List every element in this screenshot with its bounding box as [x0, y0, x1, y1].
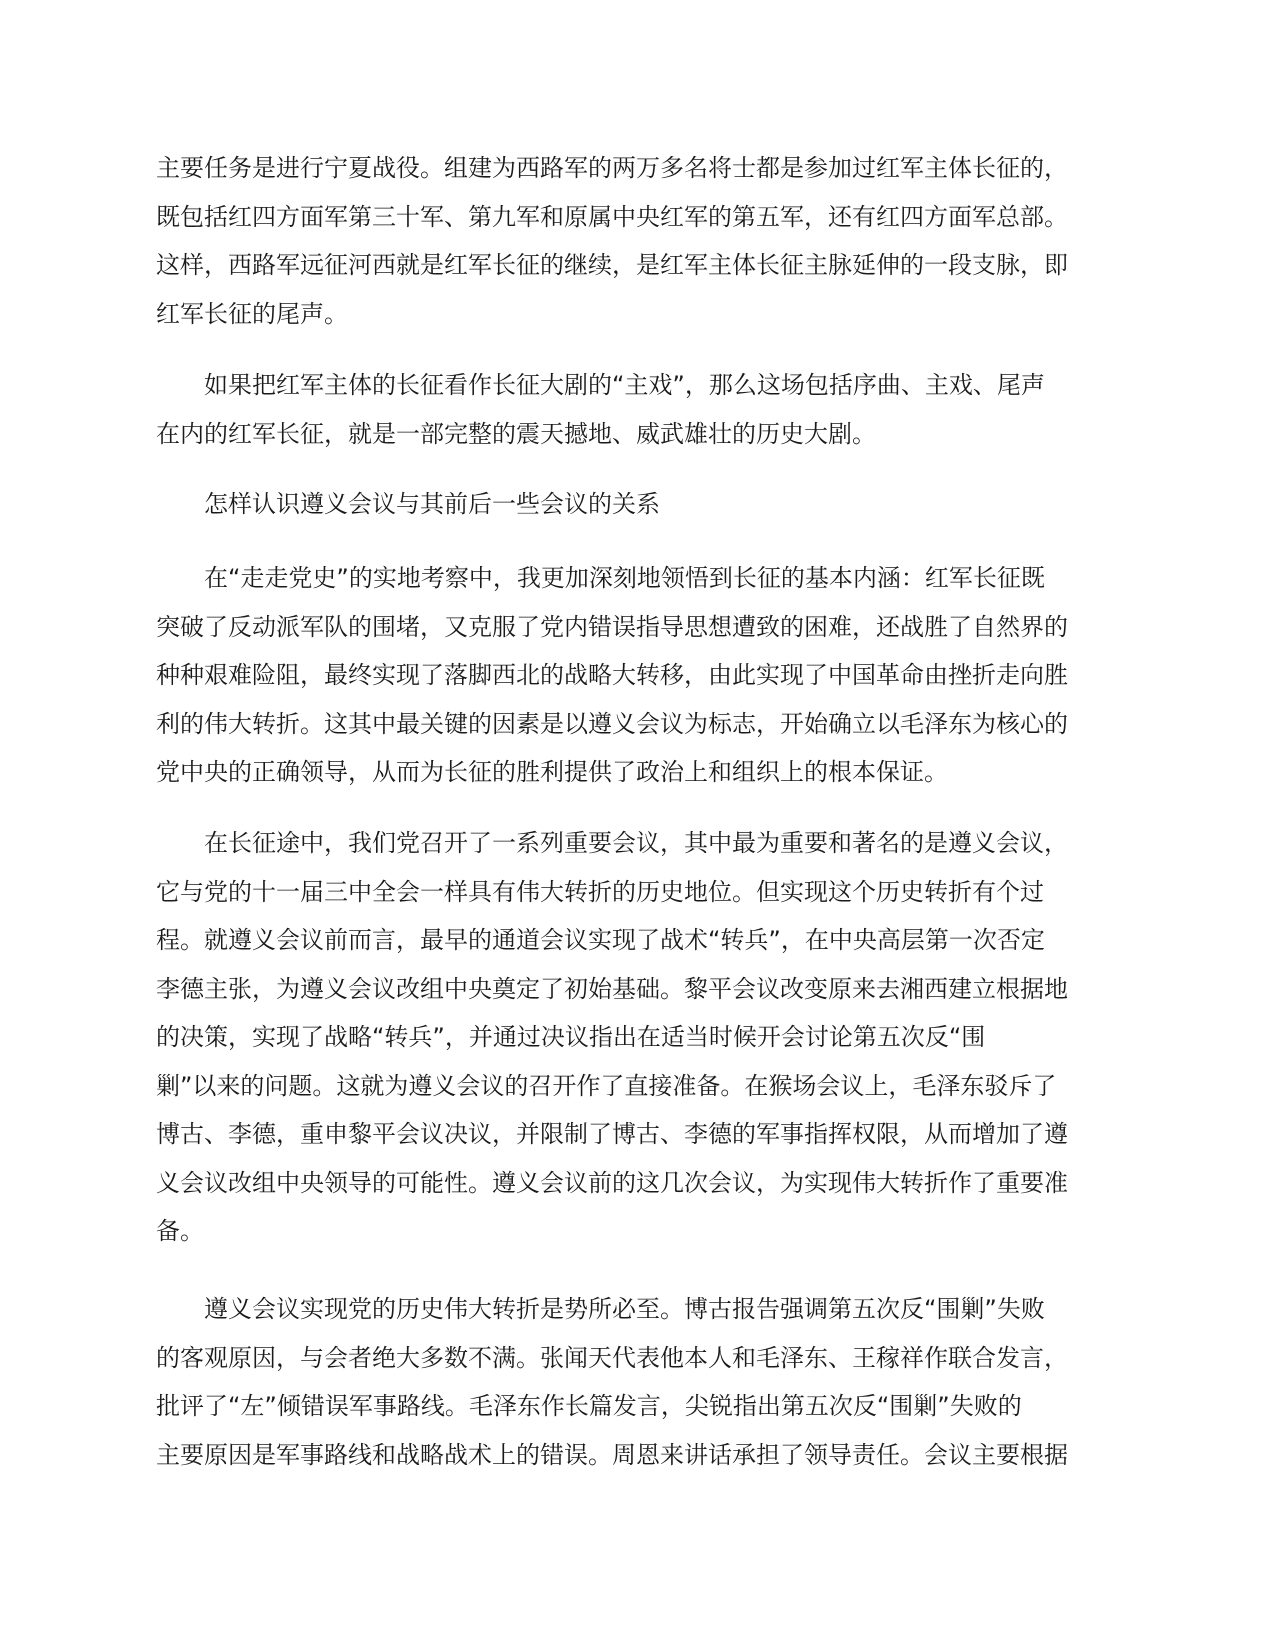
paragraph-line: 红军长征的尾声。 — [156, 299, 348, 328]
paragraph-3 — [156, 554, 1111, 797]
paragraph-line: 如果把红军主体的长征看作长征大剧的“主戏”，那么这场包括序曲、主戏、尾声 — [156, 371, 1045, 399]
paragraph-line: 批评了“左”倾错误军事路线。毛泽东作长篇发言，尖锐指出第五次反“围剿”失败的 — [156, 1392, 1022, 1420]
heading-line: 怎样认识遵义会议与其前后一些会议的关系 — [156, 490, 660, 518]
paragraph-line: 利的伟大转折。这其中最关键的因素是以遵义会议为标志，开始确立以毛泽东为核心的 — [156, 709, 1068, 738]
paragraph-line: 既包括红四方面军第三十军、第九军和原属中央红军的第五军，还有红四方面军总部。 — [156, 202, 1068, 231]
paragraph-4 — [156, 819, 1111, 1256]
paragraph-line: 备。 — [156, 1217, 204, 1245]
paragraph-2 — [156, 361, 1111, 458]
paragraph-1 — [156, 144, 1111, 338]
paragraph-line: 的决策，实现了战略“转兵”，并通过决议指出在适当时候开会讨论第五次反“围 — [156, 1023, 986, 1051]
paragraph-line: 剿”以来的问题。这就为遵义会议的召开作了直接准备。在猴场会议上，毛泽东驳斥了 — [156, 1071, 1057, 1100]
paragraph-line: 博古、李德，重申黎平会议决议，并限制了博古、李德的军事指挥权限，从而增加了遵 — [156, 1120, 1068, 1148]
section-heading — [156, 480, 1111, 529]
paragraph-5 — [156, 1285, 1111, 1479]
paragraph-line: 种种艰难险阻，最终实现了落脚西北的战略大转移，由此实现了中国革命由挫折走向胜 — [156, 661, 1068, 689]
paragraph-line: 党中央的正确领导，从而为长征的胜利提供了政治上和组织上的根本保证。 — [156, 758, 948, 786]
paragraph-line: 在长征途中，我们党召开了一系列重要会议，其中最为重要和著名的是遵义会议， — [156, 829, 1068, 857]
paragraph-line: 在“走走党史”的实地考察中，我更加深刻地领悟到长征的基本内涵：红军长征既 — [156, 564, 1045, 592]
paragraph-line: 遵义会议实现党的历史伟大转折是势所必至。博古报告强调第五次反“围剿”失败 — [156, 1295, 1045, 1323]
paragraph-line: 程。就遵义会议前而言，最早的通道会议实现了战术“转兵”，在中央高层第一次否定 — [156, 926, 1045, 954]
paragraph-line: 主要原因是军事路线和战略战术上的错误。周恩来讲话承担了领导责任。会议主要根据 — [156, 1440, 1068, 1469]
paragraph-line: 李德主张，为遵义会议改组中央奠定了初始基础。黎平会议改变原来去湘西建立根据地 — [156, 974, 1068, 1003]
paragraph-line: 义会议改组中央领导的可能性。遵义会议前的这几次会议，为实现伟大转折作了重要准 — [156, 1168, 1068, 1197]
paragraph-line: 这样，西路军远征河西就是红军长征的继续，是红军主体长征主脉延伸的一段支脉，即 — [156, 251, 1068, 279]
paragraph-line: 的客观原因，与会者绝大多数不满。张闻天代表他本人和毛泽东、王稼祥作联合发言， — [156, 1343, 1068, 1372]
paragraph-line: 它与党的十一届三中全会一样具有伟大转折的历史地位。但实现这个历史转折有个过 — [156, 877, 1044, 906]
paragraph-line: 突破了反动派军队的围堵，又克服了党内错误指导思想遭致的困难，还战胜了自然界的 — [156, 612, 1068, 641]
paragraph-line: 主要任务是进行宁夏战役。组建为西路军的两万多名将士都是参加过红军主体长征的， — [156, 154, 1068, 182]
paragraph-line: 在内的红军长征，就是一部完整的震天撼地、威武雄壮的历史大剧。 — [156, 419, 876, 448]
